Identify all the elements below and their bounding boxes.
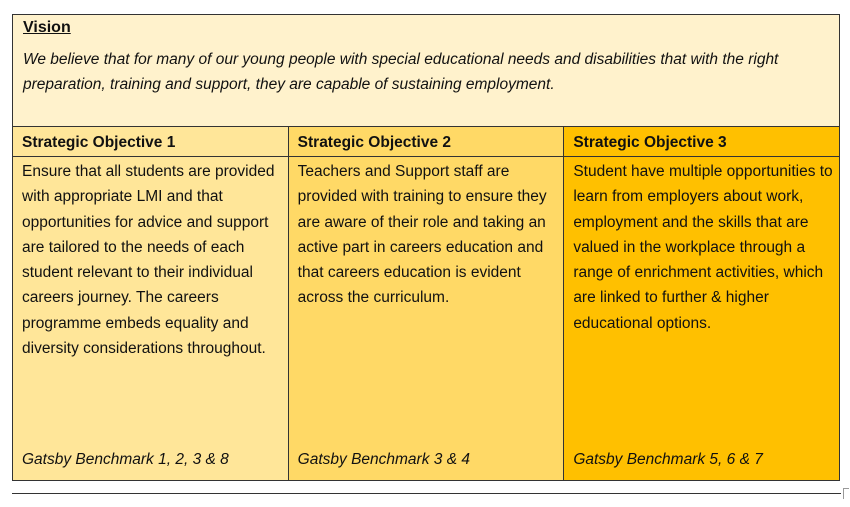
objective-1-text: Ensure that all students are provided with appropriate LMI and that opportunities for advice and support are tailored to the needs of each student relevant to their individual careers journey. The careers programme embeds equality and diversity considerations throughout. — [22, 163, 275, 358]
objectives-body-row — [13, 157, 840, 481]
objective-2-heading: Strategic Objective 2 — [288, 127, 564, 157]
vision-title: Vision — [23, 19, 71, 36]
objective-3-cell — [564, 157, 840, 481]
objective-1-cell — [13, 157, 289, 481]
objective-3-text: Student have multiple opportunities to learn from employers about work, employment and the skills that are valued in the workplace through a range of enrichment activities, which are linked to further & higher educational options. — [573, 163, 833, 332]
table-bottom-edge — [12, 493, 841, 494]
objective-2-cell — [288, 157, 564, 481]
objective-1-benchmark: Gatsby Benchmark 1, 2, 3 & 8 — [22, 450, 229, 468]
page-corner-mark — [843, 488, 849, 499]
objective-2-text: Teachers and Support staff are provided with training to ensure they are aware of their role and taking an active part in careers education and that careers education is evident across the curriculum. — [297, 163, 547, 307]
objectives-header-row — [13, 127, 840, 157]
objective-3-benchmark: Gatsby Benchmark 5, 6 & 7 — [573, 450, 763, 468]
strategy-document — [12, 14, 840, 481]
objectives-table — [12, 126, 840, 481]
vision-section — [12, 14, 840, 126]
vision-statement: We believe that for many of our young people with special educational needs and disabilities that with the right preparation, training and support, they are capable of sustaining employment. — [23, 51, 779, 93]
objective-3-heading: Strategic Objective 3 — [564, 127, 840, 157]
objective-2-benchmark: Gatsby Benchmark 3 & 4 — [297, 450, 470, 468]
objective-1-heading: Strategic Objective 1 — [13, 127, 289, 157]
